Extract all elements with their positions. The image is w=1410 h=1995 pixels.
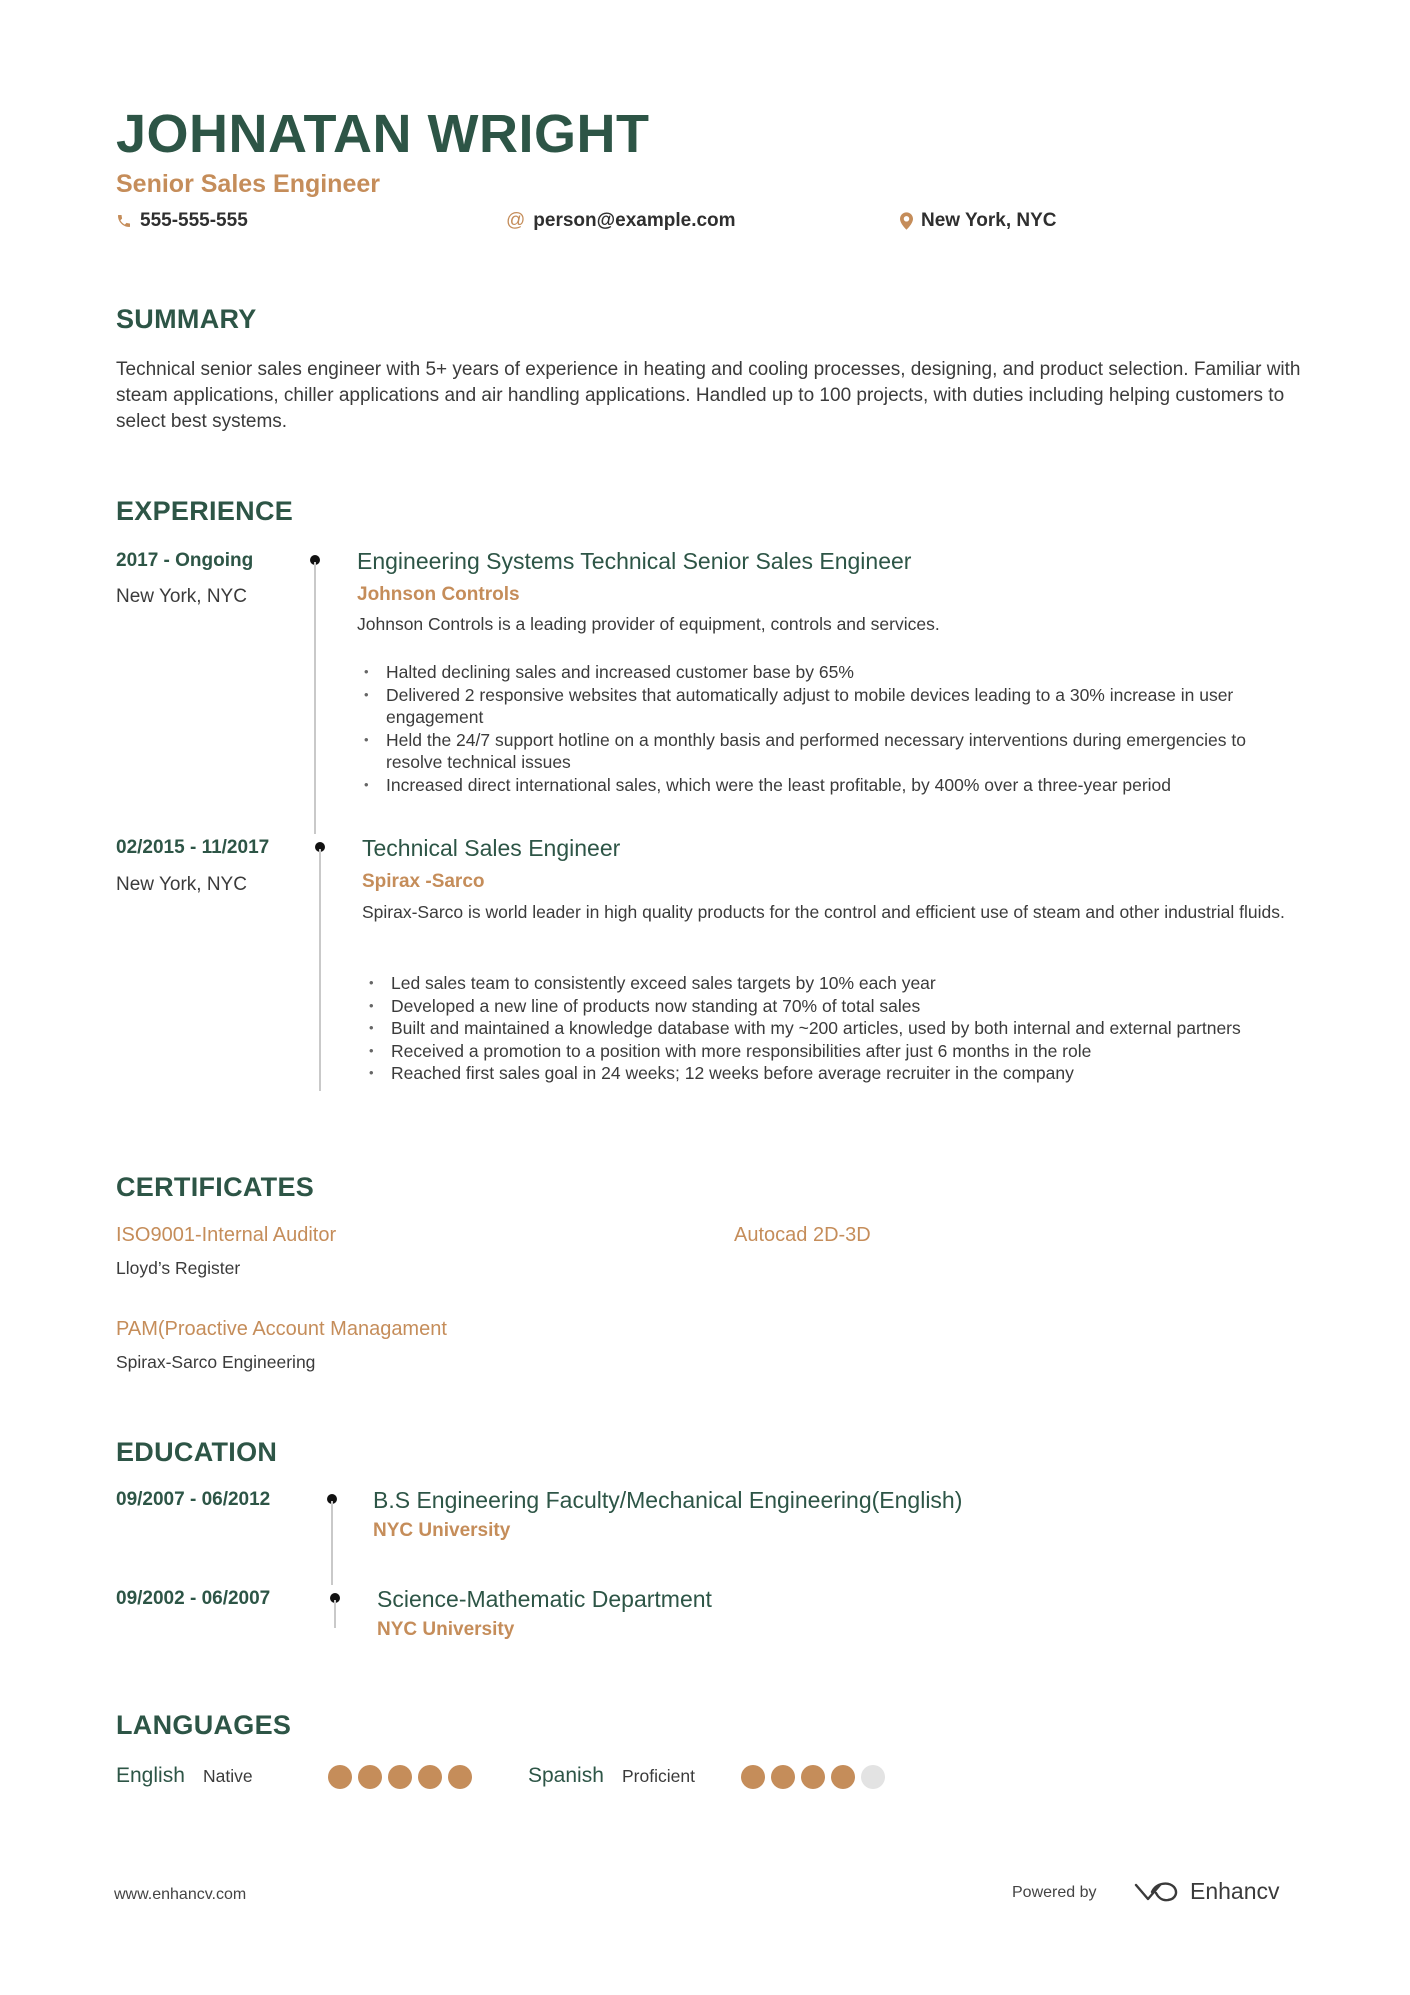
rating-dot-empty — [861, 1765, 885, 1789]
job-title: Technical Sales Engineer — [362, 835, 621, 861]
location-text: New York, NYC — [921, 210, 1057, 231]
education-dates: 09/2007 - 06/2012 — [116, 1489, 271, 1510]
education-title: Science-Mathematic Department — [377, 1586, 712, 1612]
education-dates: 09/2002 - 06/2007 — [116, 1588, 271, 1609]
certificate-issuer: Lloyd’s Register — [116, 1258, 241, 1278]
education-school: NYC University — [377, 1619, 515, 1640]
job-dates: 02/2015 - 11/2017 — [116, 837, 270, 858]
language-rating — [328, 1765, 472, 1789]
languages-heading: LANGUAGES — [116, 1710, 292, 1740]
language-rating — [741, 1765, 885, 1789]
job-bullets — [358, 661, 1298, 796]
contact-phone — [116, 210, 248, 232]
job-bullets — [363, 972, 1298, 1085]
timeline-line — [331, 1501, 333, 1585]
list-item: • Held the 24/7 support hotline on a monthly basis and performed necessary interventions during emergencies to resolve technical issues — [358, 729, 1298, 774]
education-school: NYC University — [373, 1520, 511, 1541]
job-description: Johnson Controls is a leading provider of equipment, controls and services. — [357, 614, 940, 634]
list-item: • Built and maintained a knowledge database with my ~200 articles, used by both internal and external partners — [363, 1017, 1298, 1040]
candidate-role: Senior Sales Engineer — [116, 170, 380, 198]
rating-dot-filled — [418, 1765, 442, 1789]
list-item: • Halted declining sales and increased customer base by 65% — [358, 661, 1298, 684]
phone-icon — [116, 213, 132, 229]
experience-heading: EXPERIENCE — [116, 496, 294, 526]
rating-dot-filled — [388, 1765, 412, 1789]
brand-logo[interactable] — [1132, 1878, 1280, 1905]
rating-dot-filled — [328, 1765, 352, 1789]
timeline-line — [319, 849, 321, 1091]
language-level: Native — [203, 1766, 253, 1786]
education-heading: EDUCATION — [116, 1437, 278, 1467]
list-item: • Reached first sales goal in 24 weeks; 12 weeks before average recruiter in the company — [363, 1062, 1298, 1085]
job-title: Engineering Systems Technical Senior Sales Engineer — [357, 548, 912, 574]
footer-url[interactable]: www.enhancv.com — [114, 1886, 247, 1903]
candidate-name: JOHNATAN WRIGHT — [116, 104, 650, 164]
list-item: • Increased direct international sales, which were the least profitable, by 400% over a three-year period — [358, 774, 1298, 797]
contact-location — [900, 210, 1057, 232]
job-dates: 2017 - Ongoing — [116, 550, 254, 571]
email-text[interactable]: person@example.com — [533, 210, 736, 231]
language-level: Proficient — [622, 1766, 695, 1786]
rating-dot-filled — [358, 1765, 382, 1789]
rating-dot-filled — [831, 1765, 855, 1789]
list-item: • Received a promotion to a position with more responsibilities after just 6 months in the role — [363, 1040, 1298, 1063]
certificates-heading: CERTIFICATES — [116, 1172, 315, 1202]
language-name: Spanish — [528, 1764, 604, 1787]
job-company: Johnson Controls — [357, 584, 520, 605]
language-name: English — [116, 1764, 185, 1787]
rating-dot-filled — [801, 1765, 825, 1789]
location-pin-icon — [900, 212, 913, 230]
certificate-issuer: Spirax-Sarco Engineering — [116, 1352, 316, 1372]
enhancv-logo-icon — [1132, 1879, 1180, 1905]
job-company: Spirax -Sarco — [362, 871, 485, 892]
certificate-name: ISO9001-Internal Auditor — [116, 1224, 337, 1246]
rating-dot-filled — [448, 1765, 472, 1789]
summary-text: Technical senior sales engineer with 5+ years of experience in heating and cooling processes, designing, and product selection. Familiar with steam applications, chiller applications and air handling applications. Handled up to 100 projects, with duties including helping customers to select best systems. — [116, 359, 1301, 432]
timeline-line — [314, 562, 316, 834]
job-location: New York, NYC — [116, 586, 247, 607]
powered-by-label: Powered by — [1012, 1884, 1097, 1901]
phone-text: 555-555-555 — [140, 210, 248, 231]
list-item: • Developed a new line of products now standing at 70% of total sales — [363, 995, 1298, 1018]
list-item: • Delivered 2 responsive websites that automatically adjust to mobile devices leading to a 30% increase in user engagement — [358, 684, 1298, 729]
summary-heading: SUMMARY — [116, 304, 257, 334]
contact-email — [506, 210, 736, 232]
brand-name: Enhancv — [1190, 1878, 1280, 1904]
timeline-line — [334, 1600, 336, 1628]
education-title: B.S Engineering Faculty/Mechanical Engineering(English) — [373, 1487, 963, 1513]
certificate-name: Autocad 2D-3D — [734, 1224, 871, 1246]
list-item: • Led sales team to consistently exceed sales targets by 10% each year — [363, 972, 1298, 995]
job-location: New York, NYC — [116, 874, 247, 895]
job-description: Spirax-Sarco is world leader in high quality products for the control and efficient use of steam and other industrial fluids. — [362, 902, 1285, 922]
at-icon: @ — [506, 210, 526, 231]
rating-dot-filled — [741, 1765, 765, 1789]
certificate-name: PAM(Proactive Account Managament — [116, 1318, 447, 1340]
rating-dot-filled — [771, 1765, 795, 1789]
